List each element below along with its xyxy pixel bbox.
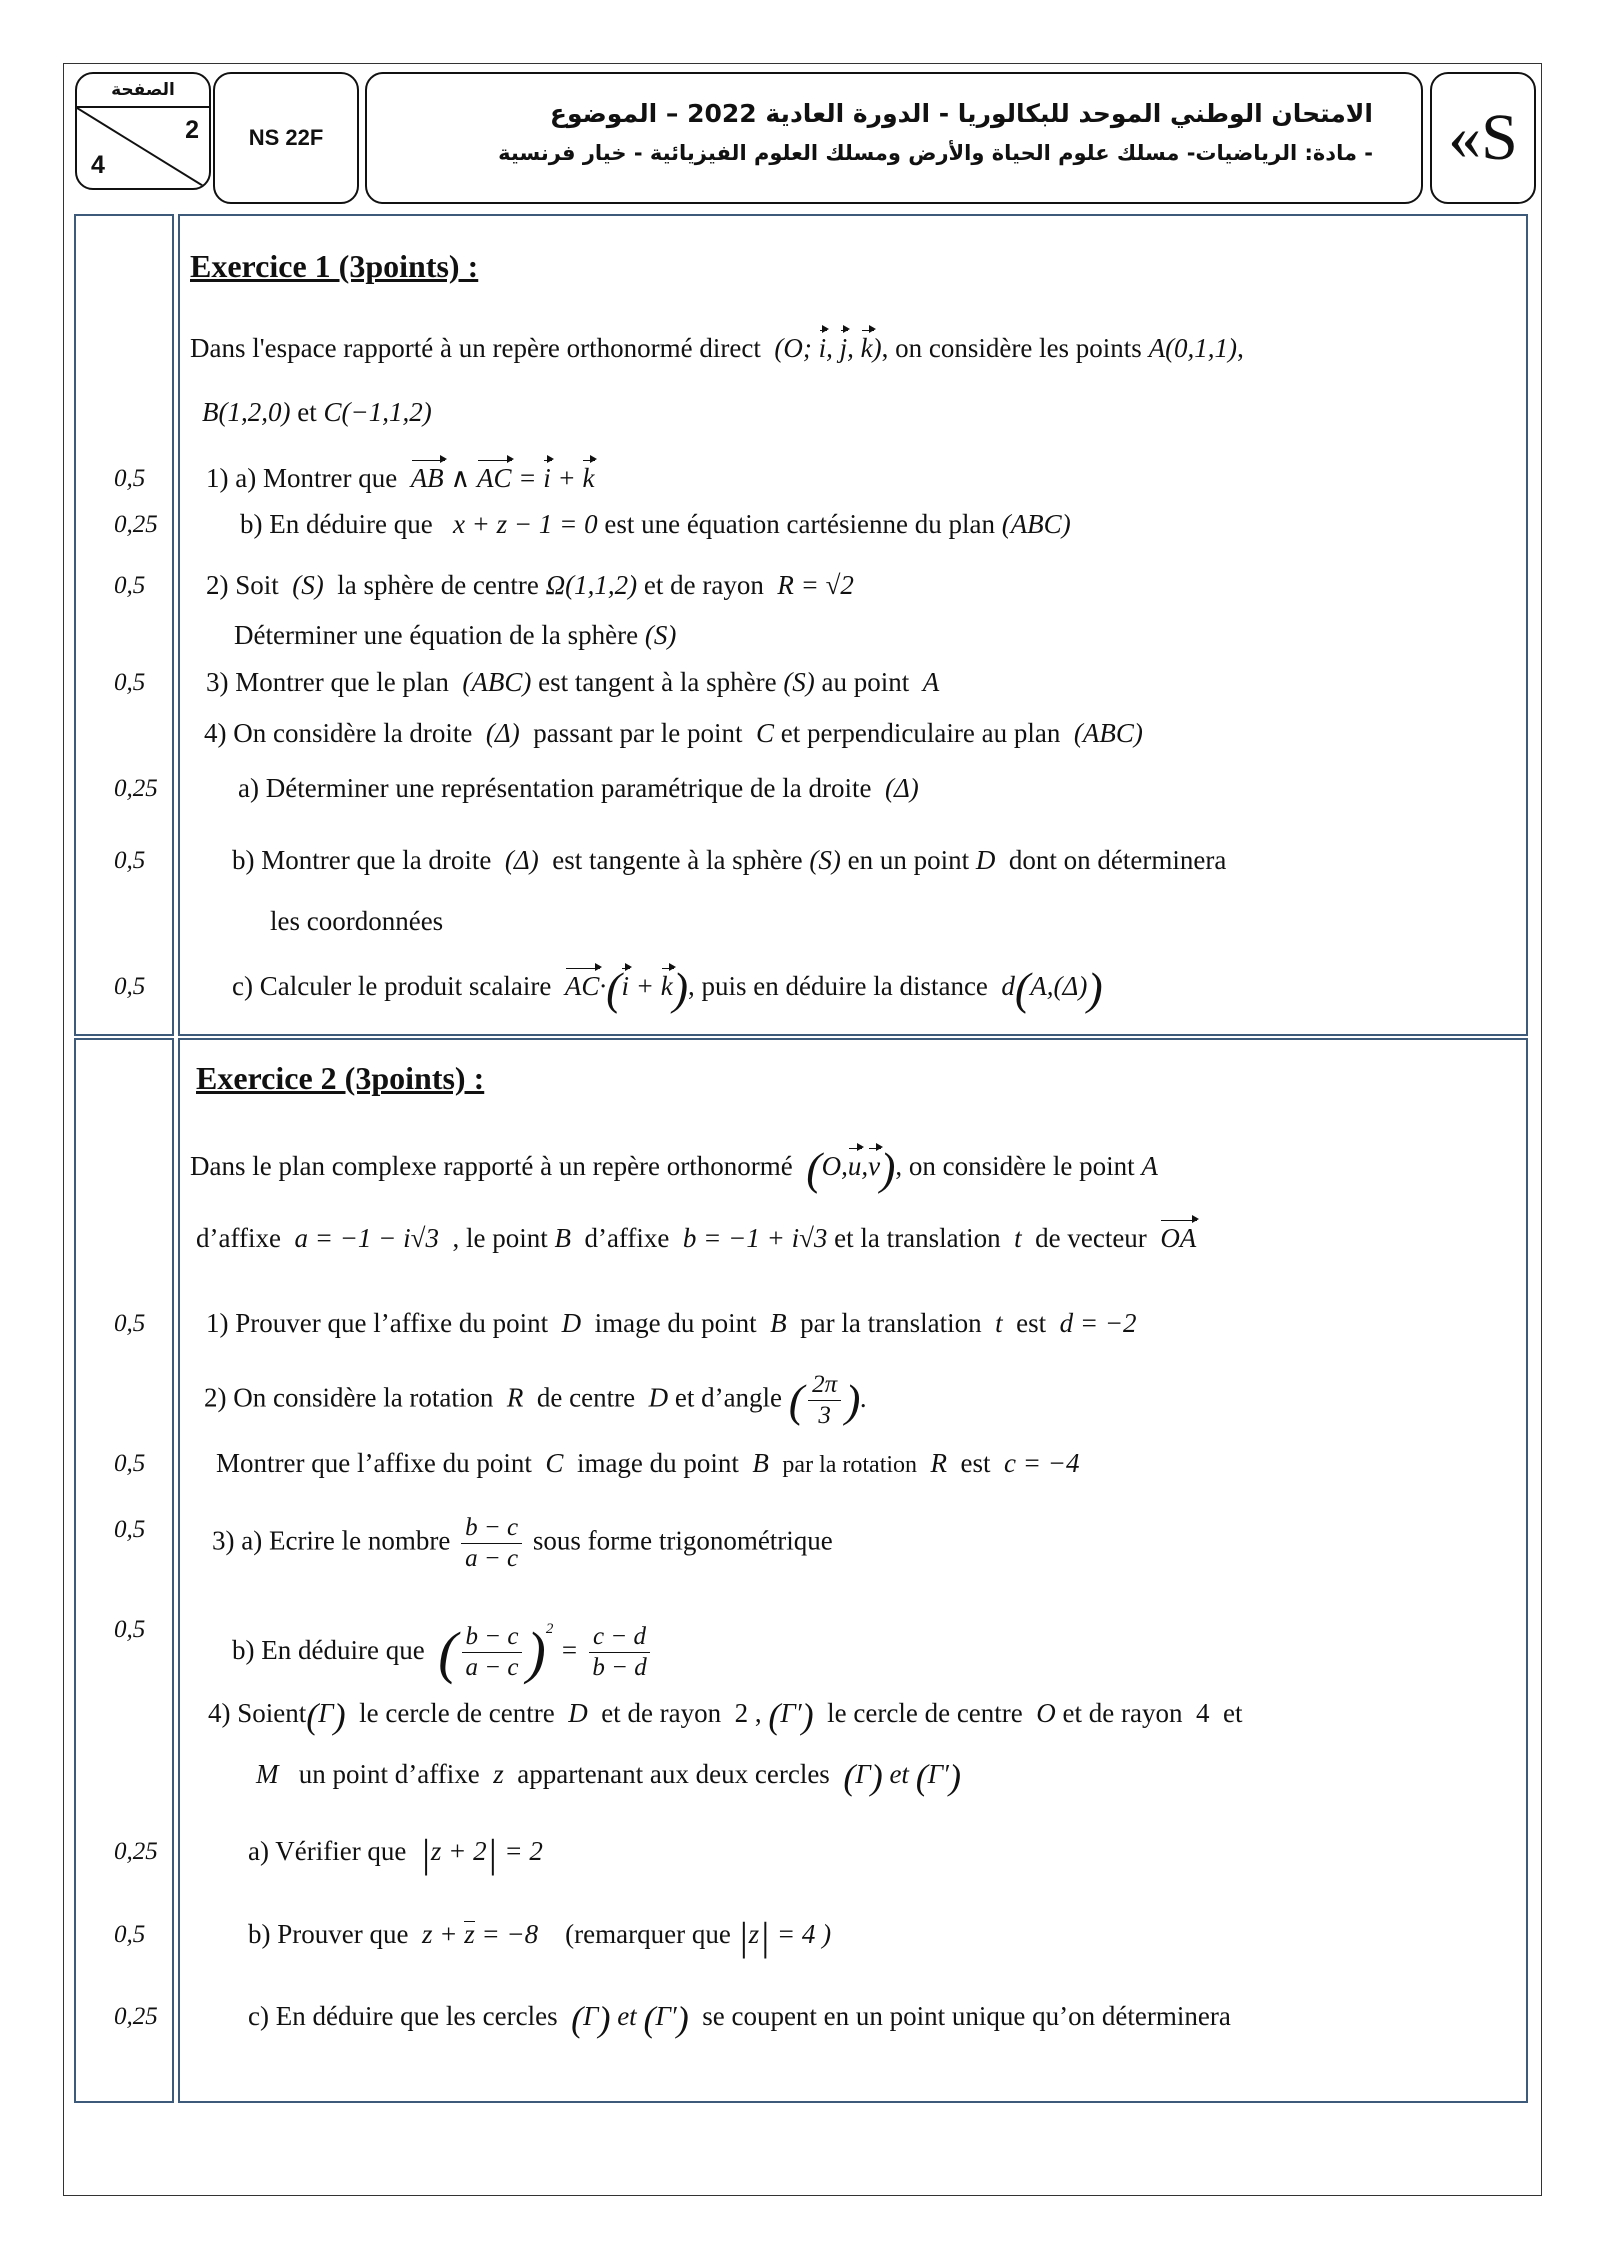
ex1-q4b-mid: est tangente à la sphère bbox=[552, 845, 803, 875]
ex1-q4b-tail: en un point bbox=[847, 845, 970, 875]
ex1-q2b bbox=[234, 619, 676, 651]
ex2-line2-d: et la translation bbox=[834, 1223, 1001, 1253]
ex1-q4b-end: dont on déterminera bbox=[1008, 845, 1227, 875]
ex1-sphere-s-3: (S) bbox=[783, 667, 815, 697]
ex2-line2-c: d’affixe bbox=[584, 1223, 670, 1253]
ex2-q4c-circles: (Γ) et (Γ′) bbox=[571, 1998, 689, 2039]
ex1-point-b: B(1,2,0) bbox=[202, 397, 291, 427]
ex1-q2-center: Ω(1,1,2) bbox=[545, 570, 638, 600]
ex2-affix-b: b = −1 + i√3 bbox=[682, 1223, 828, 1253]
ex2-q2 bbox=[204, 1370, 867, 1431]
ex1-q2-tail: et de rayon bbox=[643, 570, 764, 600]
ex1-q1a-text: 1) a) Montrer que bbox=[206, 463, 398, 493]
ex2-q3b-eq: ( $\frac{b - c}{a - c}$ )$^2$ = $\frac{c - d}{b - d}$ bbox=[438, 1635, 654, 1665]
ex2-circle-gamma-prime: (Γ′) bbox=[768, 1695, 814, 1736]
ex2-q2-tail: et d’angle bbox=[674, 1382, 783, 1413]
ex2-intro-tail: , on considère le point bbox=[895, 1151, 1135, 1181]
ex1-points-3: 0,5 bbox=[114, 572, 146, 599]
ex1-q4 bbox=[204, 717, 1143, 749]
ex1-q1b-tail: est une équation cartésienne du plan bbox=[604, 509, 995, 539]
ex2-q4c-text: c) En déduire que les cercles bbox=[248, 2001, 558, 2031]
ex2-z: z bbox=[486, 1759, 511, 1789]
ex1-plane-abc-2: (ABC) bbox=[455, 667, 532, 697]
ex2-point-b: B bbox=[554, 1223, 571, 1253]
ex1-point-d: D bbox=[975, 845, 1003, 875]
exam-title-line1: الامتحان الوطني الموحد للبكالوريا - الدورة العادية 2022 – الموضوع bbox=[549, 99, 1373, 128]
ex2-q4-text: 4) Soient bbox=[208, 1698, 307, 1728]
ex2-point-m: M bbox=[256, 1759, 292, 1789]
ex2-q4b bbox=[248, 1913, 832, 1959]
ex1-plane-abc: (ABC) bbox=[1001, 509, 1071, 539]
ex2-q4b-eq: z + z = −8 bbox=[421, 1919, 539, 1949]
ex1-points-bc: B(1,2,0) et C(−1,1,2) bbox=[202, 397, 432, 427]
ex1-q1a bbox=[206, 462, 594, 494]
ex1-q1b-eq: x + z − 1 = 0 bbox=[452, 509, 598, 539]
ex2-q4-mid4: et de rayon bbox=[1062, 1698, 1183, 1728]
ex2-q4-mid: le cercle de centre bbox=[359, 1698, 555, 1728]
page-number-box bbox=[75, 72, 211, 190]
ex2-points-3: 0,5 bbox=[114, 1516, 146, 1543]
ex1-points-6: 0,5 bbox=[114, 847, 146, 874]
ex2-circles: (Γ) et (Γ′) bbox=[843, 1756, 961, 1797]
ex1-q4c-product: AC·(i + k) bbox=[564, 962, 689, 1014]
ex2-intro-text: Dans le plan complexe rapporté à un repère orthonormé bbox=[190, 1151, 793, 1181]
ex1-q2-mid: la sphère de centre bbox=[337, 570, 539, 600]
ex2-point-b-3: B bbox=[745, 1448, 776, 1478]
ex2-line2 bbox=[196, 1222, 1196, 1254]
ex2-translation-t-2: t bbox=[988, 1308, 1010, 1338]
ex2-q4a-eq: |z + 2| = 2 bbox=[419, 1830, 543, 1876]
ex1-sphere-s-4: (S) bbox=[809, 845, 841, 875]
ex1-q2 bbox=[206, 569, 854, 601]
ex2-rotation-r: R bbox=[500, 1382, 531, 1413]
ex1-q4c-text: c) Calculer le produit scalaire bbox=[232, 971, 552, 1001]
ex2-q4-mid3: le cercle de centre bbox=[827, 1698, 1023, 1728]
ex2-q2-mid: de centre bbox=[536, 1382, 636, 1413]
ex2-q4b-remark: |z| = 4 ) bbox=[737, 1913, 832, 1959]
ex2-q1-tail: est bbox=[1016, 1308, 1047, 1338]
ex1-q4b bbox=[232, 844, 1226, 876]
ex1-intro-tail: , on considère les points bbox=[881, 333, 1142, 363]
ex2-q4c-tail: se coupent en un point unique qu’on déterminera bbox=[702, 2001, 1231, 2031]
ex2-q2b-value: c = −4 bbox=[1004, 1448, 1080, 1478]
ex1-points-column bbox=[74, 214, 174, 1036]
ex1-q4c bbox=[232, 962, 1103, 1014]
ex2-point-d: D bbox=[554, 1308, 588, 1338]
ex1-points-4: 0,5 bbox=[114, 669, 146, 696]
ex1-q4c-tail: , puis en déduire la distance bbox=[688, 971, 988, 1001]
ex2-q3a-fraction: $\frac{b - c}{a - c}$ bbox=[461, 1513, 522, 1574]
ex2-q4a-text: a) Vérifier que bbox=[248, 1836, 407, 1866]
ex2-point-c: C bbox=[538, 1448, 571, 1478]
ex1-q2-text: 2) Soit bbox=[206, 570, 279, 600]
ex2-point-d-2: D bbox=[641, 1382, 669, 1413]
ex2-q2b-tail: est bbox=[960, 1448, 991, 1478]
ex2-q4-mid2: et de rayon bbox=[601, 1698, 722, 1728]
ex2-points-1: 0,5 bbox=[114, 1310, 146, 1337]
ex1-sphere-s-2: (S) bbox=[644, 620, 677, 650]
ex2-q3b-text: b) En déduire que bbox=[232, 1635, 425, 1665]
ex1-points-7: 0,5 bbox=[114, 973, 146, 1000]
ex2-q2b bbox=[216, 1447, 1079, 1481]
ex2-points-6: 0,5 bbox=[114, 1921, 146, 1948]
ex1-line-delta-3: (Δ) bbox=[498, 845, 546, 875]
ex2-radius-2: 2 , bbox=[727, 1698, 769, 1728]
ex2-point-d-3: D bbox=[561, 1698, 595, 1728]
ex2-line2-e: de vecteur bbox=[1035, 1223, 1147, 1253]
ex1-point-a-ref: A bbox=[916, 667, 940, 697]
ex2-points-2: 0,5 bbox=[114, 1450, 146, 1477]
ex1-points-2: 0,25 bbox=[114, 511, 158, 538]
page-number: 2 bbox=[185, 116, 199, 144]
ex2-q2b-mid2: par la rotation bbox=[782, 1452, 918, 1478]
ex2-q3a-tail: sous forme trigonométrique bbox=[532, 1525, 833, 1556]
page-label: الصفحة bbox=[77, 76, 209, 108]
ex2-q2b-text: Montrer que l’affixe du point bbox=[216, 1448, 532, 1478]
ex2-q3b bbox=[232, 1613, 654, 1683]
logo: «S bbox=[1430, 72, 1536, 204]
ex2-q1 bbox=[206, 1307, 1137, 1339]
ex2-line2-a: d’affixe bbox=[196, 1223, 281, 1253]
ex1-point-a: A(0,1,1) bbox=[1148, 333, 1238, 363]
ex2-q2-text: 2) On considère la rotation bbox=[204, 1382, 494, 1413]
ex2-q4a bbox=[248, 1830, 543, 1876]
ex1-title: Exercice 1 (3points) : bbox=[190, 248, 479, 284]
ex1-q1b-text: b) En déduire que bbox=[240, 509, 433, 539]
ex1-q1b bbox=[240, 508, 1071, 540]
page-total: 4 bbox=[91, 151, 105, 179]
ex1-frame: (O; i, j, k) bbox=[767, 333, 882, 363]
ex2-vector-oa: OA bbox=[1160, 1223, 1197, 1253]
ex2-rotation-r-2: R bbox=[923, 1448, 954, 1478]
ex2-q4b-tail: (remarquer que bbox=[565, 1919, 731, 1949]
ex2-q4 bbox=[208, 1695, 1243, 1736]
ex1-q4c-distance: d(A,(Δ)) bbox=[994, 962, 1103, 1014]
ex2-point-b-2: B bbox=[763, 1308, 794, 1338]
exam-code: NS 22F bbox=[213, 72, 359, 204]
ex1-q2-radius: R = √2 bbox=[777, 570, 854, 600]
ex1-line-delta-2: (Δ) bbox=[878, 773, 919, 803]
ex1-q3 bbox=[206, 666, 939, 698]
ex2-points-5: 0,25 bbox=[114, 1838, 158, 1865]
ex1-q4b-text: b) Montrer que la droite bbox=[232, 845, 492, 875]
ex2-q2b-mid: image du point bbox=[576, 1448, 739, 1478]
ex2-angle: ( $\frac{2\pi}{3}$ ). bbox=[788, 1371, 868, 1429]
ex1-intro: Dans l'espace rapporté à un repère orthonormé direct (O; i, j, k), on considère les points A(0,1,1), bbox=[190, 333, 1244, 363]
ex2-points-7: 0,25 bbox=[114, 2003, 158, 2030]
ex1-plane-abc-3: (ABC) bbox=[1067, 718, 1143, 748]
ex1-q2b-text: Déterminer une équation de la sphère bbox=[234, 620, 639, 650]
ex2-q4-line2 bbox=[256, 1756, 961, 1797]
ex1-q4a bbox=[238, 772, 919, 804]
ex2-circle-gamma: (Γ) bbox=[306, 1695, 346, 1736]
ex2-line2-b: , le point bbox=[452, 1223, 548, 1253]
ex2-q1-mid2: par la translation bbox=[800, 1308, 982, 1338]
ex1-q3-text: 3) Montrer que le plan bbox=[206, 667, 449, 697]
ex2-title: Exercice 2 (3points) : bbox=[196, 1060, 485, 1096]
ex2-point-o: O bbox=[1029, 1698, 1056, 1728]
ex1-points-5: 0,25 bbox=[114, 775, 158, 802]
ex1-point-c: C(−1,1,2) bbox=[323, 397, 432, 427]
ex1-points-1: 0,5 bbox=[114, 465, 146, 492]
ex2-q3a-text: 3) a) Ecrire le nombre bbox=[212, 1525, 451, 1556]
ex2-q4b-text: b) Prouver que bbox=[248, 1919, 409, 1949]
ex1-q4a-text: a) Déterminer une représentation paramétrique de la droite bbox=[238, 773, 872, 803]
ex2-q1-mid: image du point bbox=[594, 1308, 757, 1338]
exam-title-line2: - مادة: الرياضيات- مسلك علوم الحياة والأرض ومسلك العلوم الفيزيائية - خيار فرنسية bbox=[498, 141, 1373, 165]
ex1-intro-text: Dans l'espace rapporté à un repère orthonormé direct bbox=[190, 333, 761, 363]
ex2-frame: (O,u,v) bbox=[806, 1142, 896, 1194]
ex2-radius-4: 4 et bbox=[1189, 1698, 1243, 1728]
ex2-q1-value: d = −2 bbox=[1059, 1308, 1137, 1338]
ex2-points-4: 0,5 bbox=[114, 1616, 146, 1643]
ex1-q3-mid: est tangent à la sphère bbox=[538, 667, 777, 697]
ex1-q4-text: 4) On considère la droite bbox=[204, 718, 473, 748]
ex1-line-delta: (Δ) bbox=[479, 718, 527, 748]
ex1-q4-mid: passant par le point bbox=[533, 718, 743, 748]
ex1-q4-tail: et perpendiculaire au plan bbox=[780, 718, 1061, 748]
ex2-q1-text: 1) Prouver que l’affixe du point bbox=[206, 1308, 549, 1338]
ex1-q1a-eq: AB ∧ AC = i + k bbox=[410, 463, 595, 493]
ex1-point-c-ref: C bbox=[749, 718, 774, 748]
ex1-q4b-line2: les coordonnées bbox=[270, 906, 444, 936]
exam-title-box bbox=[365, 72, 1423, 204]
ex2-q4-line2-tail: appartenant aux deux cercles bbox=[517, 1759, 830, 1789]
ex1-sphere-s: (S) bbox=[285, 570, 331, 600]
ex2-q4-line2-text: un point d’affixe bbox=[298, 1759, 480, 1789]
ex2-point-a: A bbox=[1141, 1151, 1158, 1181]
ex2-intro bbox=[190, 1142, 1158, 1194]
ex2-q3a bbox=[212, 1513, 833, 1574]
ex2-q4c bbox=[248, 1998, 1231, 2039]
ex2-translation-t: t bbox=[1007, 1223, 1029, 1253]
ex2-affix-a: a = −1 − i√3 bbox=[294, 1223, 439, 1253]
ex1-q3-tail: au point bbox=[821, 667, 910, 697]
